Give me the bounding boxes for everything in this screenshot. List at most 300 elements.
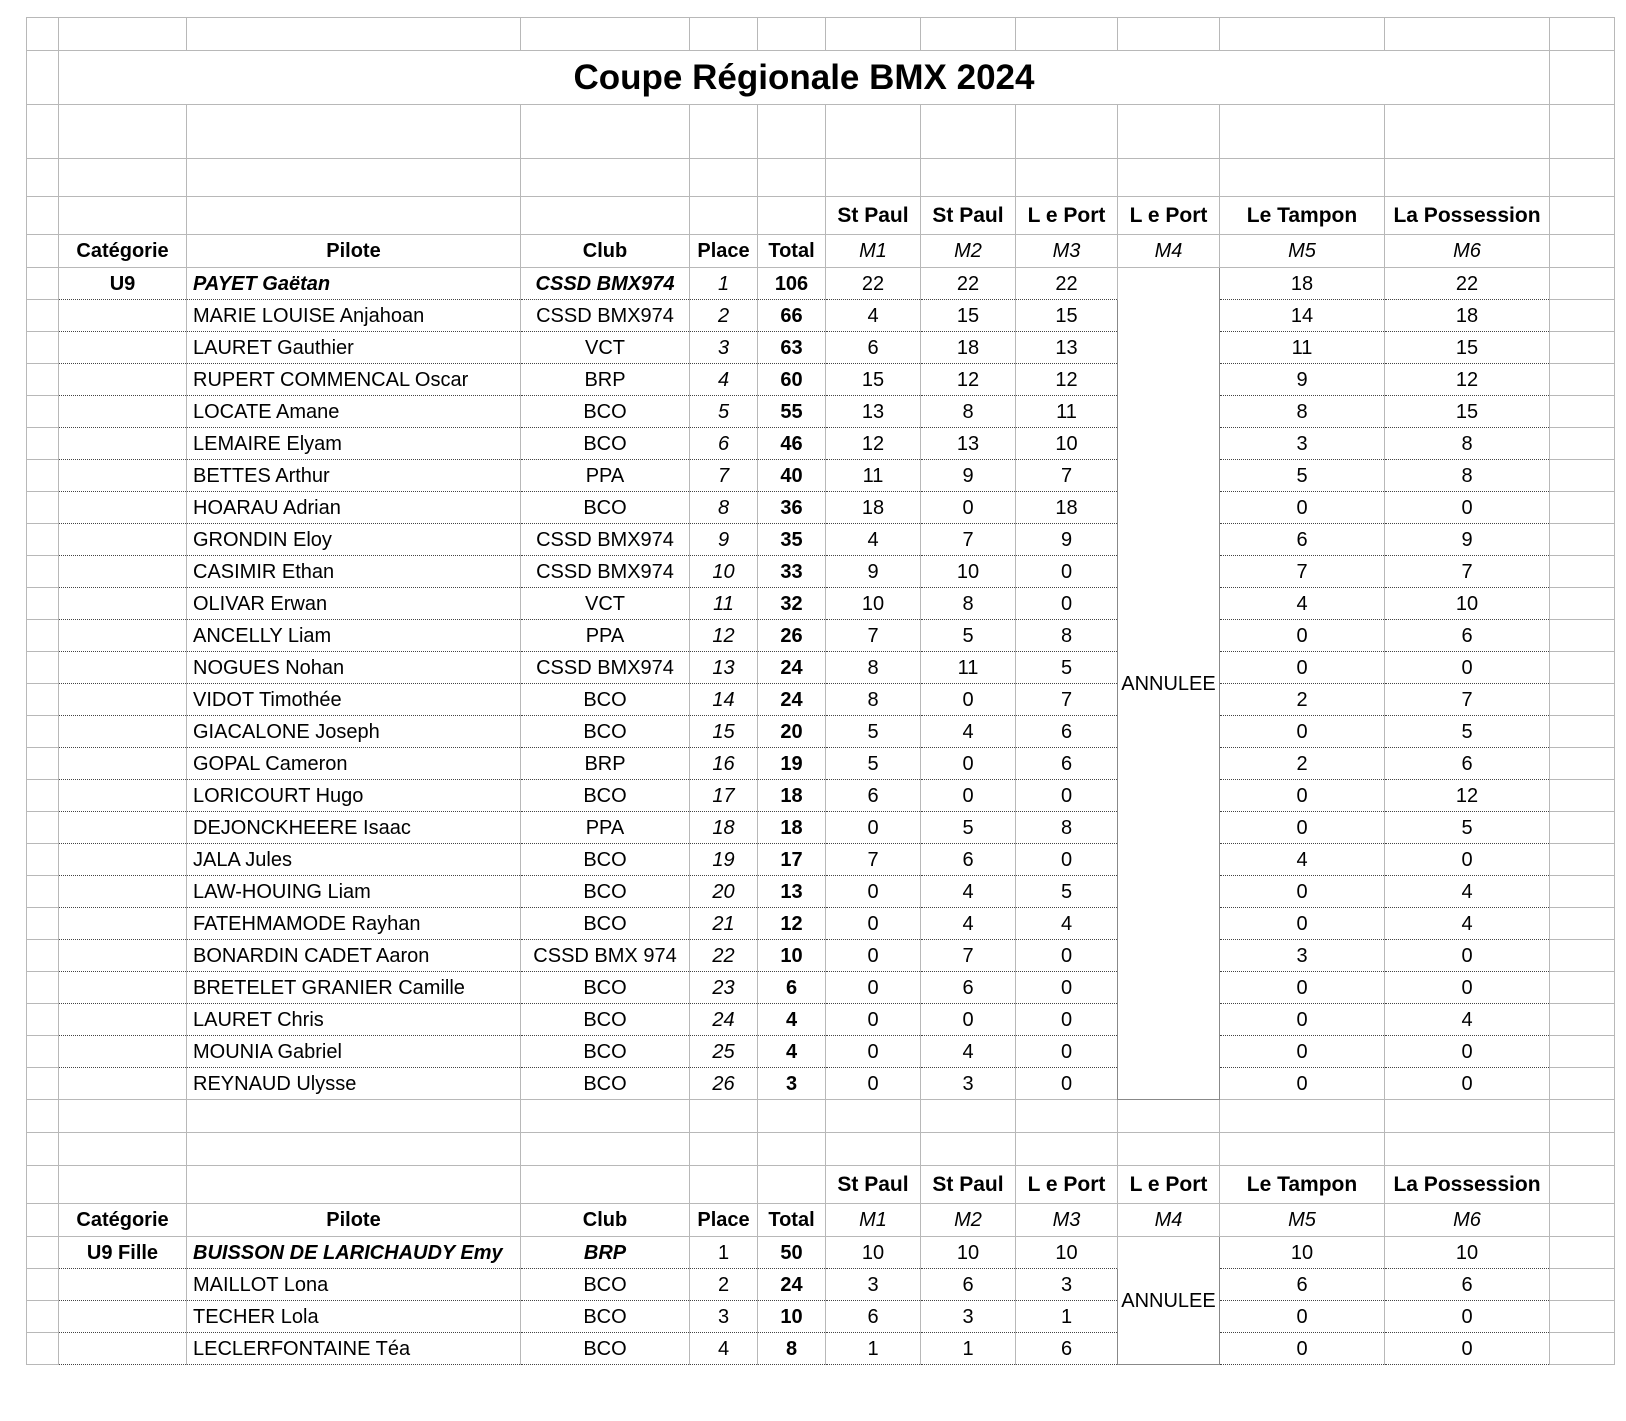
- m3-points: 8: [1016, 620, 1118, 652]
- venue-header-row: [27, 1166, 1615, 1204]
- venue-header: Le Tampon: [1220, 1166, 1385, 1204]
- pilot-name: HOARAU Adrian: [187, 492, 521, 524]
- table-row: [27, 332, 1615, 364]
- m2-points: 10: [921, 556, 1016, 588]
- m4-cancelled-label: ANNULEE: [1118, 268, 1220, 1100]
- place-value: 7: [690, 460, 758, 492]
- m3-points: 5: [1016, 876, 1118, 908]
- pilot-name: DEJONCKHEERE Isaac: [187, 812, 521, 844]
- total-value: 24: [758, 684, 826, 716]
- pilot-name: GOPAL Cameron: [187, 748, 521, 780]
- m3-points: 0: [1016, 940, 1118, 972]
- m6-points: 4: [1385, 876, 1550, 908]
- empty-cell: [826, 105, 921, 159]
- m6-points: 4: [1385, 908, 1550, 940]
- empty-cell: [521, 197, 690, 235]
- empty-cell: [59, 159, 187, 197]
- total-value: 33: [758, 556, 826, 588]
- empty-cell: [1550, 940, 1615, 972]
- empty-cell: [758, 1100, 826, 1133]
- m6-points: 7: [1385, 684, 1550, 716]
- club-name: CSSD BMX974: [521, 300, 690, 332]
- m1-points: 13: [826, 396, 921, 428]
- pilot-name: ANCELLY Liam: [187, 620, 521, 652]
- empty-cell: [27, 748, 59, 780]
- venue-header: St Paul: [921, 197, 1016, 235]
- empty-cell: [521, 1133, 690, 1166]
- empty-cell: [1550, 716, 1615, 748]
- table-row: [27, 972, 1615, 1004]
- empty-cell: [27, 620, 59, 652]
- empty-cell: [1550, 556, 1615, 588]
- pilot-name: JALA Jules: [187, 844, 521, 876]
- m3-points: 9: [1016, 524, 1118, 556]
- m6-points: 0: [1385, 1333, 1550, 1365]
- pilot-name: BONARDIN CADET Aaron: [187, 940, 521, 972]
- m6-points: 0: [1385, 652, 1550, 684]
- empty-cell: [921, 1133, 1016, 1166]
- m2-points: 6: [921, 1269, 1016, 1301]
- manche-header: M1: [826, 235, 921, 268]
- m6-points: 0: [1385, 492, 1550, 524]
- empty-cell: [27, 1269, 59, 1301]
- pilot-name: RUPERT COMMENCAL Oscar: [187, 364, 521, 396]
- empty-cell: [27, 1204, 59, 1237]
- empty-cell: [59, 684, 187, 716]
- m2-points: 0: [921, 492, 1016, 524]
- table-row: [27, 1301, 1615, 1333]
- manche-header: M4: [1118, 1204, 1220, 1237]
- empty-cell: [59, 844, 187, 876]
- m5-points: 0: [1220, 1036, 1385, 1068]
- m1-points: 7: [826, 620, 921, 652]
- club-name: BCO: [521, 492, 690, 524]
- total-value: 106: [758, 268, 826, 300]
- total-value: 50: [758, 1237, 826, 1269]
- place-value: 20: [690, 876, 758, 908]
- m2-points: 0: [921, 780, 1016, 812]
- table-row: [27, 1068, 1615, 1100]
- empty-cell: [27, 524, 59, 556]
- m1-points: 6: [826, 780, 921, 812]
- total-value: 10: [758, 940, 826, 972]
- club-name: BCO: [521, 1269, 690, 1301]
- m5-points: 7: [1220, 556, 1385, 588]
- table-row: [27, 524, 1615, 556]
- empty-cell: [27, 1068, 59, 1100]
- manche-header: M3: [1016, 1204, 1118, 1237]
- m3-points: 6: [1016, 748, 1118, 780]
- empty-cell: [758, 197, 826, 235]
- blank-row: [27, 18, 1615, 51]
- m2-points: 8: [921, 396, 1016, 428]
- m2-points: 8: [921, 588, 1016, 620]
- m2-points: 0: [921, 1004, 1016, 1036]
- pilot-name: MAILLOT Lona: [187, 1269, 521, 1301]
- m5-points: 5: [1220, 460, 1385, 492]
- empty-cell: [921, 1100, 1016, 1133]
- pilot-name: BRETELET GRANIER Camille: [187, 972, 521, 1004]
- pilot-name: LOCATE Amane: [187, 396, 521, 428]
- empty-cell: [187, 197, 521, 235]
- m3-points: 0: [1016, 556, 1118, 588]
- place-value: 2: [690, 300, 758, 332]
- empty-cell: [27, 1166, 59, 1204]
- m6-points: 22: [1385, 268, 1550, 300]
- pilot-name: LAURET Gauthier: [187, 332, 521, 364]
- empty-cell: [521, 1100, 690, 1133]
- m3-points: 5: [1016, 652, 1118, 684]
- empty-cell: [27, 1133, 59, 1166]
- empty-cell: [59, 588, 187, 620]
- m1-points: 6: [826, 1301, 921, 1333]
- table-row: [27, 1237, 1615, 1269]
- m3-points: 8: [1016, 812, 1118, 844]
- m3-points: 13: [1016, 332, 1118, 364]
- empty-cell: [826, 18, 921, 51]
- m1-points: 0: [826, 876, 921, 908]
- table-row: [27, 812, 1615, 844]
- club-name: CSSD BMX 974: [521, 940, 690, 972]
- total-value: 19: [758, 748, 826, 780]
- empty-cell: [826, 1133, 921, 1166]
- m3-points: 0: [1016, 844, 1118, 876]
- venue-header: L e Port: [1016, 1166, 1118, 1204]
- pilot-name: BUISSON DE LARICHAUDY Emy: [187, 1237, 521, 1269]
- empty-cell: [187, 1133, 521, 1166]
- club-name: BCO: [521, 396, 690, 428]
- total-value: 40: [758, 460, 826, 492]
- table-row: [27, 364, 1615, 396]
- club-name: CSSD BMX974: [521, 556, 690, 588]
- empty-cell: [27, 556, 59, 588]
- m2-points: 0: [921, 748, 1016, 780]
- m6-points: 10: [1385, 1237, 1550, 1269]
- m1-points: 4: [826, 524, 921, 556]
- m5-points: 18: [1220, 268, 1385, 300]
- club-name: PPA: [521, 812, 690, 844]
- empty-cell: [59, 1036, 187, 1068]
- header-total: Total: [758, 235, 826, 268]
- m2-points: 5: [921, 812, 1016, 844]
- empty-cell: [27, 1036, 59, 1068]
- place-value: 17: [690, 780, 758, 812]
- pilot-name: LAW-HOUING Liam: [187, 876, 521, 908]
- place-value: 15: [690, 716, 758, 748]
- place-value: 25: [690, 1036, 758, 1068]
- empty-cell: [59, 620, 187, 652]
- empty-cell: [1550, 684, 1615, 716]
- m6-points: 7: [1385, 556, 1550, 588]
- empty-cell: [921, 105, 1016, 159]
- venue-header: L e Port: [1118, 1166, 1220, 1204]
- empty-cell: [921, 159, 1016, 197]
- club-name: BRP: [521, 364, 690, 396]
- empty-cell: [1550, 1036, 1615, 1068]
- m2-points: 4: [921, 876, 1016, 908]
- empty-cell: [27, 396, 59, 428]
- table-row: [27, 652, 1615, 684]
- empty-cell: [758, 18, 826, 51]
- empty-cell: [1550, 780, 1615, 812]
- empty-cell: [1550, 1166, 1615, 1204]
- empty-cell: [59, 780, 187, 812]
- m1-points: 7: [826, 844, 921, 876]
- m2-points: 13: [921, 428, 1016, 460]
- venue-header: Le Tampon: [1220, 197, 1385, 235]
- m3-points: 4: [1016, 908, 1118, 940]
- club-name: PPA: [521, 460, 690, 492]
- m6-points: 12: [1385, 364, 1550, 396]
- m5-points: 14: [1220, 300, 1385, 332]
- empty-cell: [1385, 1133, 1550, 1166]
- empty-cell: [27, 588, 59, 620]
- m5-points: 6: [1220, 524, 1385, 556]
- header-club: Club: [521, 235, 690, 268]
- empty-cell: [690, 159, 758, 197]
- empty-cell: [1550, 428, 1615, 460]
- pilot-name: REYNAUD Ulysse: [187, 1068, 521, 1100]
- empty-cell: [27, 812, 59, 844]
- empty-cell: [1550, 876, 1615, 908]
- place-value: 16: [690, 748, 758, 780]
- m5-points: 2: [1220, 748, 1385, 780]
- manche-header: M5: [1220, 1204, 1385, 1237]
- empty-cell: [1016, 18, 1118, 51]
- place-value: 23: [690, 972, 758, 1004]
- empty-cell: [1550, 1068, 1615, 1100]
- empty-cell: [758, 1133, 826, 1166]
- venue-header-row: [27, 197, 1615, 235]
- total-value: 36: [758, 492, 826, 524]
- empty-cell: [59, 1301, 187, 1333]
- empty-cell: [59, 197, 187, 235]
- total-value: 63: [758, 332, 826, 364]
- club-name: BRP: [521, 748, 690, 780]
- club-name: BCO: [521, 780, 690, 812]
- m2-points: 22: [921, 268, 1016, 300]
- venue-header: La Possession: [1385, 1166, 1550, 1204]
- total-value: 6: [758, 972, 826, 1004]
- m3-points: 10: [1016, 1237, 1118, 1269]
- manche-header: M4: [1118, 235, 1220, 268]
- manche-header: M3: [1016, 235, 1118, 268]
- empty-cell: [27, 332, 59, 364]
- empty-cell: [59, 908, 187, 940]
- place-value: 11: [690, 588, 758, 620]
- column-header-row: [27, 1204, 1615, 1237]
- empty-cell: [59, 460, 187, 492]
- pilot-name: OLIVAR Erwan: [187, 588, 521, 620]
- total-value: 12: [758, 908, 826, 940]
- empty-cell: [27, 105, 59, 159]
- empty-cell: [1550, 268, 1615, 300]
- empty-cell: [1550, 105, 1615, 159]
- m1-points: 6: [826, 332, 921, 364]
- m3-points: 0: [1016, 972, 1118, 1004]
- pilot-name: TECHER Lola: [187, 1301, 521, 1333]
- table-row: [27, 844, 1615, 876]
- empty-cell: [27, 908, 59, 940]
- club-name: CSSD BMX974: [521, 652, 690, 684]
- m3-points: 0: [1016, 588, 1118, 620]
- empty-cell: [1550, 197, 1615, 235]
- empty-cell: [1220, 105, 1385, 159]
- empty-cell: [1550, 159, 1615, 197]
- m6-points: 6: [1385, 620, 1550, 652]
- empty-cell: [27, 364, 59, 396]
- manche-header: M5: [1220, 235, 1385, 268]
- total-value: 10: [758, 1301, 826, 1333]
- m2-points: 7: [921, 524, 1016, 556]
- empty-cell: [59, 652, 187, 684]
- m3-points: 6: [1016, 716, 1118, 748]
- empty-cell: [1550, 1269, 1615, 1301]
- empty-cell: [521, 105, 690, 159]
- table-row: [27, 620, 1615, 652]
- m5-points: 3: [1220, 940, 1385, 972]
- table-row: [27, 1036, 1615, 1068]
- m6-points: 8: [1385, 460, 1550, 492]
- m2-points: 3: [921, 1068, 1016, 1100]
- m5-points: 0: [1220, 1068, 1385, 1100]
- total-value: 55: [758, 396, 826, 428]
- m5-points: 6: [1220, 1269, 1385, 1301]
- empty-cell: [27, 940, 59, 972]
- m6-points: 0: [1385, 1036, 1550, 1068]
- empty-cell: [1220, 159, 1385, 197]
- pilot-name: NOGUES Nohan: [187, 652, 521, 684]
- empty-cell: [1385, 18, 1550, 51]
- blank-row: [27, 159, 1615, 197]
- total-value: 4: [758, 1004, 826, 1036]
- table-row: [27, 300, 1615, 332]
- empty-cell: [1550, 812, 1615, 844]
- empty-cell: [921, 18, 1016, 51]
- m6-points: 4: [1385, 1004, 1550, 1036]
- pilot-name: MARIE LOUISE Anjahoan: [187, 300, 521, 332]
- total-value: 20: [758, 716, 826, 748]
- blank-row: [27, 1100, 1615, 1133]
- empty-cell: [690, 1100, 758, 1133]
- m1-points: 0: [826, 1068, 921, 1100]
- place-value: 10: [690, 556, 758, 588]
- empty-cell: [1550, 972, 1615, 1004]
- m5-points: 0: [1220, 780, 1385, 812]
- empty-cell: [1550, 1004, 1615, 1036]
- empty-cell: [27, 972, 59, 1004]
- empty-cell: [1550, 235, 1615, 268]
- m2-points: 9: [921, 460, 1016, 492]
- m1-points: 3: [826, 1269, 921, 1301]
- empty-cell: [27, 428, 59, 460]
- m2-points: 12: [921, 364, 1016, 396]
- m5-points: 0: [1220, 972, 1385, 1004]
- empty-cell: [1550, 460, 1615, 492]
- manche-header: M6: [1385, 1204, 1550, 1237]
- empty-cell: [59, 1333, 187, 1365]
- empty-cell: [826, 159, 921, 197]
- m5-points: 0: [1220, 492, 1385, 524]
- empty-cell: [1550, 652, 1615, 684]
- manche-header: M2: [921, 1204, 1016, 1237]
- pilot-name: VIDOT Timothée: [187, 684, 521, 716]
- empty-cell: [690, 197, 758, 235]
- empty-cell: [1550, 18, 1615, 51]
- empty-cell: [59, 812, 187, 844]
- total-value: 3: [758, 1068, 826, 1100]
- m6-points: 15: [1385, 332, 1550, 364]
- m1-points: 0: [826, 972, 921, 1004]
- table-row: [27, 940, 1615, 972]
- place-value: 26: [690, 1068, 758, 1100]
- m1-points: 5: [826, 748, 921, 780]
- club-name: VCT: [521, 332, 690, 364]
- club-name: BRP: [521, 1237, 690, 1269]
- empty-cell: [27, 159, 59, 197]
- empty-cell: [59, 396, 187, 428]
- empty-cell: [59, 940, 187, 972]
- empty-cell: [1550, 620, 1615, 652]
- empty-cell: [1550, 524, 1615, 556]
- m1-points: 1: [826, 1333, 921, 1365]
- manche-header: M6: [1385, 235, 1550, 268]
- m6-points: 9: [1385, 524, 1550, 556]
- empty-cell: [27, 460, 59, 492]
- empty-cell: [758, 1166, 826, 1204]
- header-categorie: Catégorie: [59, 1204, 187, 1237]
- category-label: U9 Fille: [59, 1237, 187, 1269]
- m1-points: 18: [826, 492, 921, 524]
- total-value: 32: [758, 588, 826, 620]
- m2-points: 10: [921, 1237, 1016, 1269]
- m3-points: 10: [1016, 428, 1118, 460]
- place-value: 22: [690, 940, 758, 972]
- table-row: [27, 1269, 1615, 1301]
- header-categorie: Catégorie: [59, 235, 187, 268]
- total-value: 60: [758, 364, 826, 396]
- place-value: 1: [690, 268, 758, 300]
- empty-cell: [27, 492, 59, 524]
- m3-points: 15: [1016, 300, 1118, 332]
- m5-points: 0: [1220, 716, 1385, 748]
- m3-points: 3: [1016, 1269, 1118, 1301]
- empty-cell: [521, 1166, 690, 1204]
- empty-cell: [27, 876, 59, 908]
- m5-points: 0: [1220, 1004, 1385, 1036]
- m1-points: 11: [826, 460, 921, 492]
- table-row: [27, 876, 1615, 908]
- place-value: 8: [690, 492, 758, 524]
- blank-row: [27, 1133, 1615, 1166]
- empty-cell: [187, 159, 521, 197]
- place-value: 12: [690, 620, 758, 652]
- place-value: 3: [690, 1301, 758, 1333]
- empty-cell: [27, 18, 59, 51]
- empty-cell: [1016, 1133, 1118, 1166]
- pilot-name: GIACALONE Joseph: [187, 716, 521, 748]
- empty-cell: [27, 716, 59, 748]
- place-value: 14: [690, 684, 758, 716]
- m2-points: 7: [921, 940, 1016, 972]
- place-value: 5: [690, 396, 758, 428]
- total-value: 4: [758, 1036, 826, 1068]
- m5-points: 10: [1220, 1237, 1385, 1269]
- table-row: [27, 556, 1615, 588]
- m6-points: 0: [1385, 1068, 1550, 1100]
- empty-cell: [1220, 18, 1385, 51]
- spreadsheet: [26, 17, 1614, 1414]
